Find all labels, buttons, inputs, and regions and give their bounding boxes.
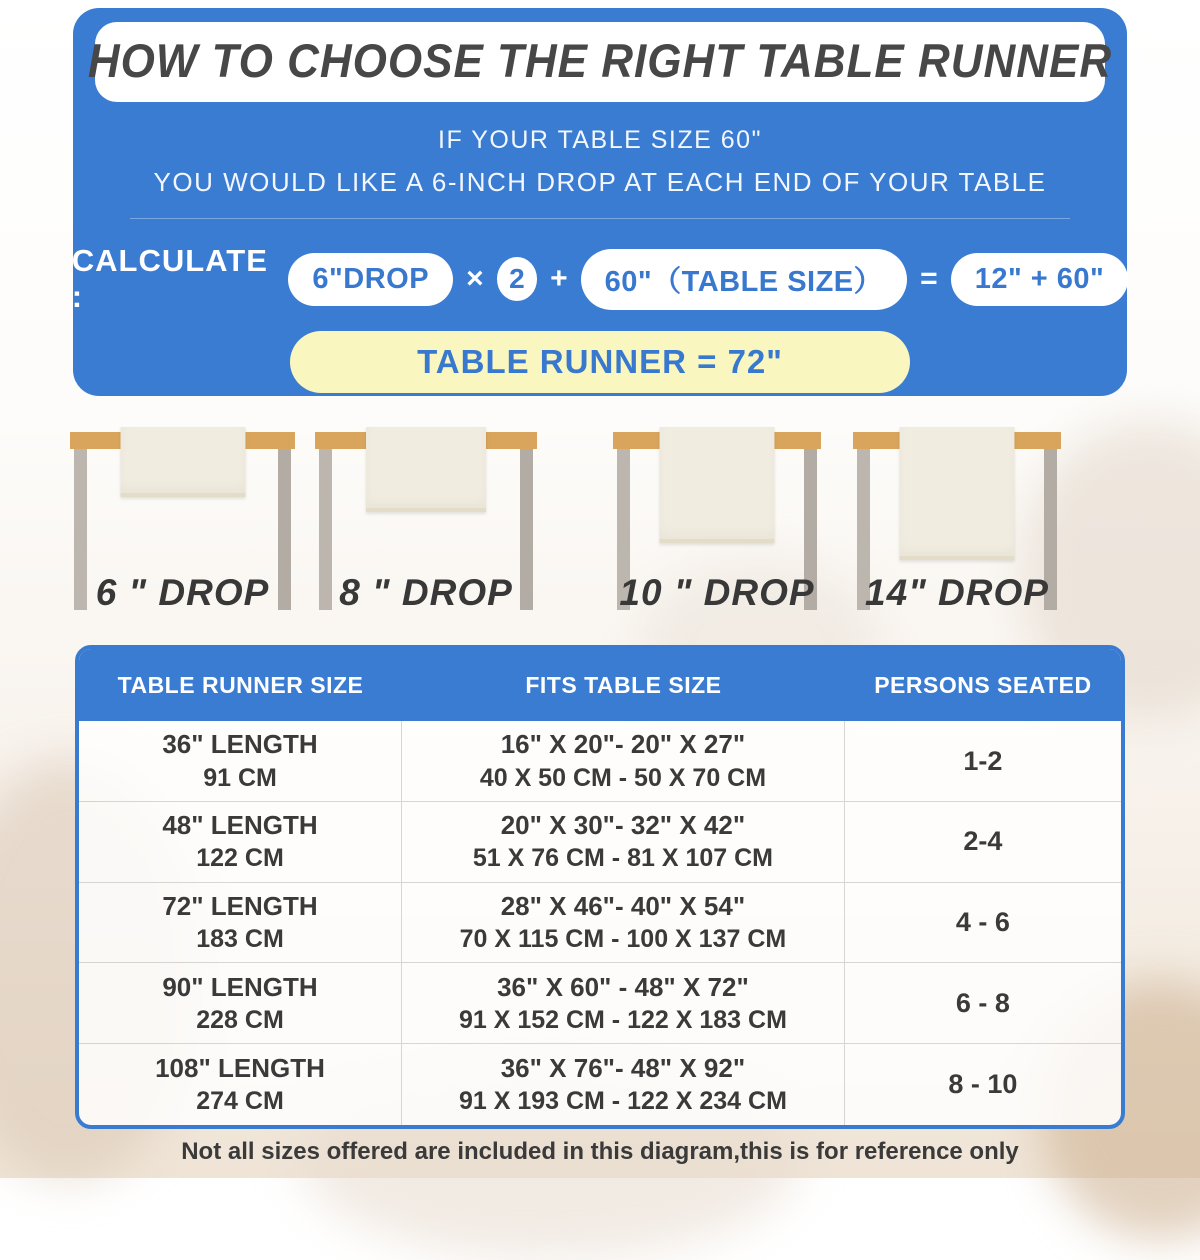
runner-size-cm: 183 CM (196, 925, 284, 954)
persons-seated: 1-2 (963, 745, 1003, 776)
drop-label: 10 " DROP (619, 572, 815, 613)
table-runner (120, 427, 245, 497)
table-runner (366, 427, 486, 512)
fits-size-inches: 36" X 76"- 48" X 92" (500, 1052, 746, 1083)
column-header-persons: PERSONS SEATED (874, 671, 1092, 698)
table-row (79, 721, 1121, 802)
fits-size-inches: 20" X 30"- 32" X 42" (500, 810, 746, 841)
multiplier-badge: 2 (497, 257, 537, 301)
column-header-fits-size: FITS TABLE SIZE (525, 671, 722, 698)
persons-seated: 6 - 8 (955, 988, 1010, 1019)
calculation-row (72, 243, 1128, 315)
table-figure-10-drop (613, 424, 821, 614)
multiply-sign: × (466, 262, 484, 295)
table-runner (660, 427, 775, 543)
subtitle-line-2: YOU WOULD LIKE A 6-INCH DROP AT EACH END OF YOUR TABLE (153, 167, 1047, 197)
drop-label: 8 " DROP (339, 572, 513, 613)
fits-size-inches: 28" X 46"- 40" X 54" (500, 890, 746, 921)
table-figure-6-drop (70, 424, 295, 614)
runner-size-inches: 90" LENGTH (162, 971, 318, 1002)
fits-size-inches: 36" X 60" - 48" X 72" (497, 971, 749, 1002)
fits-size-cm: 91 X 152 CM - 122 X 183 CM (458, 1005, 787, 1034)
drop-label: 14" DROP (865, 572, 1049, 613)
page-title: HOW TO CHOOSE THE RIGHT TABLE RUNNER (87, 35, 1113, 88)
plus-sign: + (550, 262, 568, 295)
table-row (79, 802, 1121, 883)
fits-size-cm: 91 X 193 CM - 122 X 234 CM (458, 1087, 787, 1116)
runner-size-inches: 48" LENGTH (162, 810, 318, 841)
table-row (79, 1044, 1121, 1125)
table-figure-14-drop (853, 424, 1061, 614)
drop-figures (0, 424, 1200, 624)
size-table-header (79, 649, 1121, 721)
table-size-pill: 60"（TABLE SIZE） (581, 249, 908, 310)
runner-size-inches: 108" LENGTH (155, 1052, 325, 1083)
fits-size-inches: 16" X 20"- 20" X 27" (500, 729, 746, 760)
size-table (75, 645, 1125, 1129)
equals-sign: = (920, 262, 938, 295)
footer-note: Not all sizes offered are included in this diagram,this is for reference only (181, 1138, 1019, 1165)
persons-seated: 8 - 10 (948, 1069, 1018, 1100)
persons-seated: 4 - 6 (955, 907, 1010, 938)
calculate-label: CALCULATE : (71, 243, 268, 314)
runner-size-cm: 274 CM (196, 1087, 284, 1116)
fits-size-cm: 51 X 76 CM - 81 X 107 CM (472, 844, 773, 873)
table-runner (900, 427, 1015, 560)
runner-size-cm: 122 CM (196, 844, 284, 873)
persons-seated: 2-4 (963, 826, 1003, 857)
column-header-runner-size: TABLE RUNNER SIZE (117, 671, 364, 698)
result-pill: TABLE RUNNER = 72" (290, 331, 910, 393)
table-row (79, 963, 1121, 1044)
runner-size-cm: 228 CM (196, 1005, 284, 1034)
table-row (79, 883, 1121, 964)
instruction-panel (73, 8, 1127, 396)
runner-size-inches: 36" LENGTH (162, 729, 318, 760)
fits-size-cm: 70 X 115 CM - 100 X 137 CM (459, 925, 787, 954)
fits-size-cm: 40 X 50 CM - 50 X 70 CM (479, 763, 767, 792)
table-figure-8-drop (315, 424, 537, 614)
sum-pill: 12" + 60" (951, 253, 1129, 306)
subtitle-line-1: IF YOUR TABLE SIZE 60" (438, 126, 762, 154)
divider-line (130, 218, 1070, 219)
runner-size-cm: 91 CM (203, 763, 277, 792)
title-box (87, 22, 1113, 102)
drop-pill: 6"DROP (288, 253, 453, 306)
runner-size-inches: 72" LENGTH (162, 890, 318, 921)
drop-label: 6 " DROP (95, 572, 270, 613)
